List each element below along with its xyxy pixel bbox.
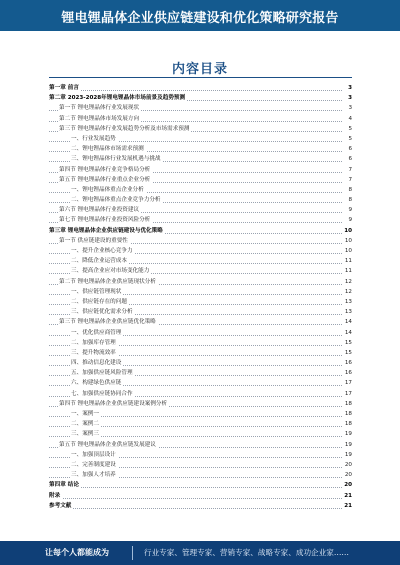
toc-entry[interactable] <box>49 215 352 225</box>
report-title: 锂电锂晶体企业供应链建设和优化策略研究报告 <box>61 11 339 26</box>
toc-entry[interactable] <box>49 226 352 236</box>
toc-entry-label: 第三章 锂电锂晶体企业供应链建设与优化策略 <box>49 226 165 236</box>
toc-entry-label: 第四节 锂电锂晶体行业竞争格局分析 <box>59 165 152 175</box>
toc-entry-page: 16 <box>343 358 352 368</box>
toc-entry[interactable] <box>49 460 352 470</box>
toc-entry-label: 一、提升企业核心竞争力 <box>71 246 135 256</box>
toc-entry-page: 9 <box>346 215 352 225</box>
toc-entry[interactable] <box>49 348 352 358</box>
footer-separator <box>132 546 133 560</box>
footer-slogan-right: 行业专家、管理专家、营销专家、战略专家、成功企业家…… <box>144 548 350 557</box>
toc-entry-page: 19 <box>343 450 352 460</box>
toc-leader-dots <box>49 501 342 509</box>
toc-entry[interactable] <box>49 450 352 460</box>
toc-entry-label: 第四章 结论 <box>49 480 81 490</box>
footer-bar <box>0 541 400 565</box>
toc-entry-label: 二、完善制度建设 <box>71 460 118 470</box>
toc-entry[interactable] <box>49 154 352 164</box>
toc-entry[interactable] <box>49 389 352 399</box>
toc-entry-label: 第一节 锂电锂晶体行业发展现状 <box>59 103 141 113</box>
toc-entry[interactable] <box>49 328 352 338</box>
toc-entry-page: 18 <box>343 419 352 429</box>
toc-entry-label: 第一节 供应链建设的重要性 <box>59 236 130 246</box>
toc-entry-label: 参考文献 <box>49 501 73 511</box>
toc-entry[interactable] <box>49 246 352 256</box>
toc-entry-label: 第三节 锂电锂晶体企业供应链优化策略 <box>59 317 158 327</box>
toc-entry-label: 第五节 锂电锂晶体行业重点企业分析 <box>59 175 152 185</box>
toc-entry-label: 第二节 锂电锂晶体企业供应链现状分析 <box>59 277 158 287</box>
toc-entry[interactable] <box>49 480 352 490</box>
toc-entry[interactable] <box>49 317 352 327</box>
toc-entry-page: 5 <box>346 124 352 134</box>
toc-entry-label: 六、构建绿色供应链 <box>71 378 123 388</box>
toc-entry[interactable] <box>49 399 352 409</box>
toc-entry-label: 第五节 锂电锂晶体企业供应链发展建议 <box>59 440 158 450</box>
toc-entry-label: 三、提高企业应对市场变化能力 <box>71 266 151 276</box>
toc-entry-page: 8 <box>346 185 352 195</box>
toc-entry-label: 四、推动信息化建设 <box>71 358 123 368</box>
toc-entry-label: 二、加强库存管理 <box>71 338 118 348</box>
toc-entry[interactable] <box>49 440 352 450</box>
toc-leader-dots <box>49 480 342 488</box>
toc-entry-label: 二、降低企业运营成本 <box>71 256 129 266</box>
toc-entry-page: 20 <box>343 460 352 470</box>
toc-entry-label: 七、加强供应链协同合作 <box>71 389 135 399</box>
toc-entry-page: 19 <box>343 429 352 439</box>
toc-entry-label: 二、供应链存在的问题 <box>71 297 129 307</box>
toc-entry-label: 三、锂电锂晶体行业发展机遇与挑战 <box>71 154 163 164</box>
toc-entry[interactable] <box>49 165 352 175</box>
toc-entry-label: 一、供应链管理现状 <box>71 287 123 297</box>
toc-entry-page: 6 <box>346 154 352 164</box>
toc-entry[interactable] <box>49 185 352 195</box>
toc-entry-page: 10 <box>342 226 352 236</box>
toc-entry[interactable] <box>49 409 352 419</box>
toc-entry-page: 20 <box>343 470 352 480</box>
toc-entry[interactable] <box>49 134 352 144</box>
toc-entry-page: 10 <box>343 246 352 256</box>
toc-entry[interactable] <box>49 175 352 185</box>
toc-entry-label: 第四节 锂电锂晶体企业供应链建设案例分析 <box>59 399 169 409</box>
toc-entry-label: 第二节 锂电锂晶体市场发展方向 <box>59 114 141 124</box>
toc-entry-label: 第七节 锂电锂晶体行业投资风险分析 <box>59 215 152 225</box>
toc-entry-page: 21 <box>342 491 352 501</box>
toc-entry-label: 三、提升物流效率 <box>71 348 118 358</box>
toc-entry-page: 8 <box>346 195 352 205</box>
toc-entry-label: 三、案例三 <box>71 429 101 439</box>
toc-entry-label: 一、行业发展趋势 <box>71 134 118 144</box>
toc-entry-label: 二、锂电锂晶体重点企业竞争力分析 <box>71 195 163 205</box>
toc-entry-label: 第一章 前言 <box>49 83 81 93</box>
toc-entry-page: 9 <box>346 205 352 215</box>
toc-entry-page: 21 <box>342 501 352 511</box>
toc-entry-label: 一、优化供应商管理 <box>71 328 123 338</box>
toc-entry[interactable] <box>49 307 352 317</box>
toc-entry-page: 17 <box>343 389 352 399</box>
toc-entry[interactable] <box>49 266 352 276</box>
toc-entry[interactable] <box>49 297 352 307</box>
toc-entry-label: 一、加强顶层设计 <box>71 450 118 460</box>
toc-leader-dots <box>49 83 342 91</box>
toc-entry-page: 7 <box>346 175 352 185</box>
toc-entry[interactable] <box>49 195 352 205</box>
toc-entry[interactable] <box>49 114 352 124</box>
toc-entry-label: 第六节 锂电锂晶体行业投资建议 <box>59 205 141 215</box>
toc-entry[interactable] <box>49 470 352 480</box>
toc-entry-page: 18 <box>343 409 352 419</box>
toc-entry-page: 15 <box>343 348 352 358</box>
toc-leader-dots <box>49 491 342 499</box>
toc-entry-page: 3 <box>346 103 352 113</box>
toc-entry[interactable] <box>49 277 352 287</box>
toc-entry-label: 三、加强人才培养 <box>71 470 118 480</box>
toc-entry[interactable] <box>49 368 352 378</box>
toc-entry-page: 3 <box>346 83 352 93</box>
table-of-contents <box>49 83 352 511</box>
toc-entry-page: 3 <box>346 93 352 103</box>
toc-entry-page: 16 <box>343 368 352 378</box>
toc-entry-label: 五、加强供应链风险管理 <box>71 368 135 378</box>
toc-entry[interactable] <box>49 491 352 501</box>
toc-entry[interactable] <box>49 378 352 388</box>
toc-entry-label: 第三节 锂电锂晶体行业发展趋势分析及市场需求预测 <box>59 124 191 134</box>
toc-entry[interactable] <box>49 501 352 511</box>
toc-entry[interactable] <box>49 287 352 297</box>
toc-entry-page: 15 <box>343 338 352 348</box>
toc-entry[interactable] <box>49 93 352 103</box>
toc-entry-page: 7 <box>346 165 352 175</box>
toc-entry-page: 12 <box>343 277 352 287</box>
toc-entry-page: 18 <box>343 399 352 409</box>
toc-entry-page: 11 <box>343 266 352 276</box>
toc-entry-page: 20 <box>342 480 352 490</box>
toc-entry-page: 14 <box>343 317 352 327</box>
toc-entry[interactable] <box>49 103 352 113</box>
toc-entry-page: 17 <box>343 378 352 388</box>
toc-entry[interactable] <box>49 256 352 266</box>
toc-entry-page: 6 <box>346 144 352 154</box>
toc-entry-label: 二、锂电锂晶体市场需求预测 <box>71 144 146 154</box>
toc-entry-page: 5 <box>346 134 352 144</box>
toc-entry[interactable] <box>49 205 352 215</box>
toc-entry-page: 14 <box>343 328 352 338</box>
toc-entry[interactable] <box>49 338 352 348</box>
footer-slogan-left: 让每个人都能成为 <box>45 548 109 557</box>
toc-entry-page: 10 <box>343 236 352 246</box>
toc-entry[interactable] <box>49 419 352 429</box>
toc-entry-label: 二、案例二 <box>71 419 101 429</box>
toc-entry-page: 12 <box>343 287 352 297</box>
toc-entry-label: 一、锂电锂晶体重点企业分析 <box>71 185 146 195</box>
toc-entry[interactable] <box>49 429 352 439</box>
toc-divider <box>49 77 352 78</box>
toc-title: 内容目录 <box>171 62 228 77</box>
toc-entry[interactable] <box>49 124 352 134</box>
toc-entry-page: 13 <box>343 307 352 317</box>
toc-entry-label: 一、案例一 <box>71 409 101 419</box>
toc-entry-page: 19 <box>343 440 352 450</box>
toc-entry-page: 4 <box>346 114 352 124</box>
toc-entry-label: 三、供应链优化需求分析 <box>71 307 135 317</box>
toc-entry-page: 11 <box>343 256 352 266</box>
toc-entry[interactable] <box>49 83 352 93</box>
report-header <box>0 0 400 31</box>
toc-entry[interactable] <box>49 144 352 154</box>
toc-entry[interactable] <box>49 358 352 368</box>
toc-entry-label: 第二章 2023-2028年锂电锂晶体市场前景及趋势预测 <box>49 93 187 103</box>
toc-entry[interactable] <box>49 236 352 246</box>
toc-entry-page: 13 <box>343 297 352 307</box>
toc-entry-label: 附录 <box>49 491 62 501</box>
